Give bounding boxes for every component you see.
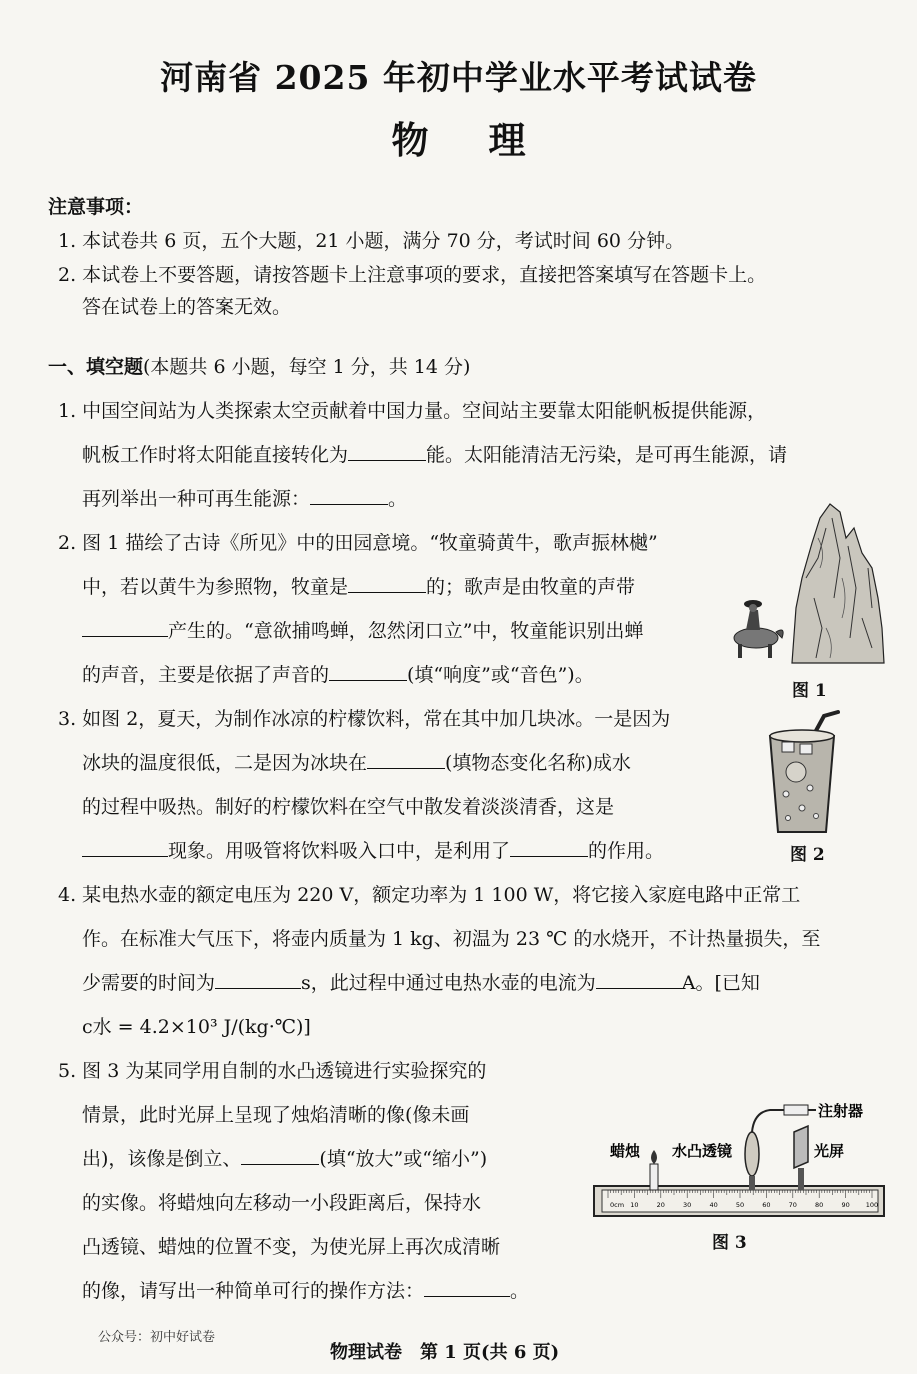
q5-text-b: (填“放大”或“缩小”) bbox=[319, 1148, 488, 1170]
figure-1-caption: 图 1 bbox=[792, 681, 827, 701]
answer-blank bbox=[348, 578, 426, 593]
q3-text-b: (填物态变化名称)成水 bbox=[445, 752, 631, 774]
answer-blank bbox=[596, 974, 682, 989]
q4-text-b: s，此过程中通过电热水壶的电流为 bbox=[301, 972, 596, 994]
ruler-tick-label: 30 bbox=[683, 1201, 692, 1209]
q5-line-1: 5. 图 3 为某同学用自制的水凸透镜进行实验探究的 bbox=[58, 1060, 487, 1082]
answer-blank bbox=[424, 1282, 510, 1297]
q5-text-d: 。 bbox=[510, 1280, 530, 1302]
q1-line-3 bbox=[82, 490, 407, 509]
q1-line-1: 1. 中国空间站为人类探索太空贡献着中国力量。空间站主要靠太阳能帆板提供能源， bbox=[58, 400, 767, 422]
q5-line-3 bbox=[82, 1150, 487, 1169]
ruler-tick-label: 60 bbox=[762, 1201, 771, 1209]
q1-text-c: 再列举出一种可再生能源： bbox=[82, 488, 311, 510]
watermark-text: 公众号：初中好试卷 bbox=[98, 1330, 216, 1345]
ruler-tick-label: 40 bbox=[709, 1201, 718, 1209]
q3-text-c: 现象。用吸管将饮料吸入口中，是利用了 bbox=[168, 840, 511, 862]
q3-line-1: 3. 如图 2，夏天，为制作冰凉的柠檬饮料，常在其中加几块冰。一是因为 bbox=[58, 708, 671, 730]
q3-line-4 bbox=[82, 842, 664, 861]
lens-label: 水凸透镜 bbox=[672, 1142, 733, 1160]
q5-text-c: 的像，请写出一种简单可行的操作方法： bbox=[82, 1280, 425, 1302]
screen-holder bbox=[798, 1168, 804, 1190]
q5-line-6 bbox=[82, 1282, 529, 1301]
q2-text-d: 的声音，主要是依据了声音的 bbox=[82, 664, 330, 686]
q3-text-d: 的作用。 bbox=[588, 840, 665, 862]
ruler-tick-label: 20 bbox=[656, 1201, 665, 1209]
answer-blank bbox=[348, 446, 426, 461]
q2-text-b: 的；歌声是由牧童的声带 bbox=[426, 576, 636, 598]
lens-holder bbox=[749, 1176, 755, 1190]
figure-3-caption: 图 3 bbox=[712, 1233, 747, 1253]
q4-line-2: 作。在标准大气压下，将壶内质量为 1 kg、初温为 23 ℃ 的水烧开，不计热量损失，至 bbox=[82, 928, 821, 950]
q2-line-3 bbox=[82, 622, 643, 641]
water-convex-lens bbox=[745, 1132, 759, 1176]
ruler-tick-label: 50 bbox=[735, 1201, 745, 1209]
q2-line-2 bbox=[82, 578, 635, 597]
answer-blank bbox=[82, 622, 168, 637]
figure-2-caption: 图 2 bbox=[790, 845, 825, 865]
figure-3-illustration bbox=[590, 1092, 890, 1222]
exam-title: 河南省 2025 年初中学业水平考试试卷 bbox=[160, 58, 757, 97]
candle-label: 蜡烛 bbox=[610, 1142, 641, 1160]
q5-line-2: 情景，此时光屏上呈现了烛焰清晰的像(像未画 bbox=[82, 1104, 470, 1126]
syringe bbox=[784, 1105, 808, 1115]
q3-line-2 bbox=[82, 754, 631, 773]
q4-text-c: A。[已知 bbox=[681, 972, 760, 994]
q4-line-3 bbox=[82, 974, 760, 993]
q4-line-1: 4. 某电热水壶的额定电压为 220 V，额定功率为 1 100 W，将它接入家庭电路中正常工 bbox=[58, 884, 801, 906]
q4-line-4: c水 = 4.2×10³ J/(kg·℃)] bbox=[82, 1016, 311, 1038]
answer-blank bbox=[82, 842, 168, 857]
ruler-tick-label: 0cm bbox=[610, 1201, 625, 1209]
q1-line-2 bbox=[82, 446, 787, 465]
subject-title: 物理 bbox=[391, 118, 586, 162]
section-heading-note: (本题共 6 小题，每空 1 分，共 14 分) bbox=[143, 356, 471, 378]
ruler-tick-label: 100 bbox=[865, 1201, 879, 1209]
q2-text-a: 中，若以黄牛为参照物，牧童是 bbox=[82, 576, 349, 598]
q5-text-a: 出)，该像是倒立、 bbox=[82, 1148, 242, 1170]
figure-2-illustration bbox=[764, 708, 844, 836]
syringe-tube bbox=[752, 1110, 784, 1132]
ruler-tick-label: 80 bbox=[815, 1201, 824, 1209]
q1-text-d: 。 bbox=[388, 488, 408, 510]
q2-text-c: 产生的。“意欲捕鸣蝉，忽然闭口立”中，牧童能识别出蝉 bbox=[168, 620, 644, 642]
answer-blank bbox=[215, 974, 301, 989]
q5-line-4: 的实像。将蜡烛向左移动一小段距离后，保持水 bbox=[82, 1192, 482, 1214]
answer-blank bbox=[329, 666, 407, 681]
ruler-tick-label: 10 bbox=[630, 1201, 639, 1209]
q4-text-a: 少需要的时间为 bbox=[82, 972, 216, 994]
notice-item-2-line-1: 2. 本试卷上不要答题，请按答题卡上注意事项的要求，直接把答案填写在答题卡上。 bbox=[58, 264, 767, 286]
light-screen bbox=[794, 1126, 808, 1168]
answer-blank bbox=[241, 1150, 319, 1165]
q1-text-b: 能。太阳能清洁无污染，是可再生能源，请 bbox=[426, 444, 788, 466]
q2-text-e: (填“响度”或“音色”)。 bbox=[407, 664, 594, 686]
screen-label: 光屏 bbox=[814, 1142, 845, 1160]
ruler-tick-label: 70 bbox=[788, 1201, 797, 1209]
answer-blank bbox=[510, 842, 588, 857]
section-heading-label: 一、填空题 bbox=[48, 356, 144, 378]
answer-blank bbox=[310, 490, 388, 505]
flame bbox=[651, 1150, 657, 1164]
ruler-tick-label: 90 bbox=[841, 1201, 850, 1209]
answer-blank bbox=[367, 754, 445, 769]
q2-line-4 bbox=[82, 666, 594, 685]
q3-line-3: 的过程中吸热。制好的柠檬饮料在空气中散发着淡淡清香，这是 bbox=[82, 796, 615, 818]
candle bbox=[650, 1164, 658, 1190]
page-footer: 物理试卷 第 1 页(共 6 页) bbox=[330, 1342, 560, 1363]
syringe-label: 注射器 bbox=[818, 1102, 864, 1120]
notice-item-1: 1. 本试卷共 6 页，五个大题，21 小题，满分 70 分，考试时间 60 分钟。 bbox=[58, 230, 685, 252]
notice-item-2-line-2: 答在试卷上的答案无效。 bbox=[82, 296, 292, 318]
q5-line-5: 凸透镜、蜡烛的位置不变，为使光屏上再次成清晰 bbox=[82, 1236, 501, 1258]
q2-line-1: 2. 图 1 描绘了古诗《所见》中的田园意境。“牧童骑黄牛，歌声振林樾” bbox=[58, 532, 658, 554]
q3-text-a: 冰块的温度很低，二是因为冰块在 bbox=[82, 752, 368, 774]
figure-1-illustration bbox=[722, 498, 892, 668]
section-heading bbox=[48, 358, 470, 377]
notice-heading: 注意事项： bbox=[48, 196, 144, 218]
q1-text-a: 帆板工作时将太阳能直接转化为 bbox=[82, 444, 349, 466]
